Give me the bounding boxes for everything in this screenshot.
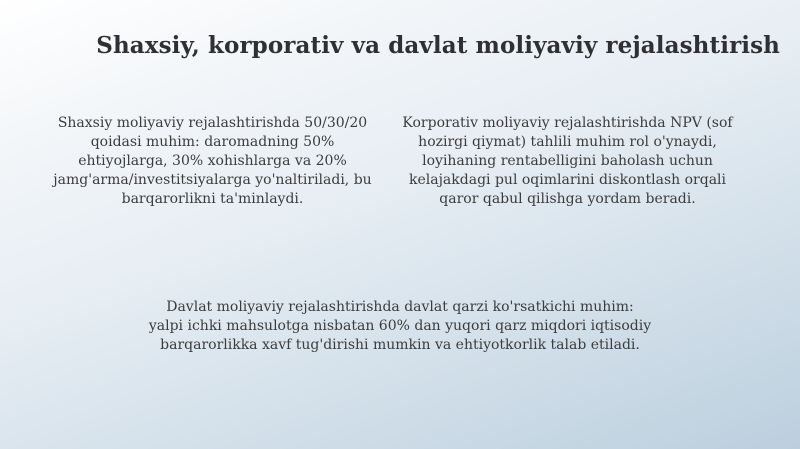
personal-finance-line: barqarorlikni ta'minlaydi. bbox=[121, 191, 304, 207]
government-finance-text bbox=[80, 298, 720, 355]
personal-finance-line: jamg'arma/investitsiyalarga yo'naltiriladi, bu bbox=[53, 172, 372, 188]
government-finance-line: barqarorlikka xavf tug'dirishi mumkin va ehtiyotkorlik talab etiladi. bbox=[160, 337, 640, 353]
corporate-finance-text bbox=[395, 114, 740, 209]
government-finance-line: yalpi ichki mahsulotga nisbatan 60% dan yuqori qarz miqdori iqtisodiy bbox=[148, 318, 652, 334]
corporate-finance-line: kelajakdagi pul oqimlarini diskontlash orqali bbox=[409, 172, 726, 188]
personal-finance-line: Shaxsiy moliyaviy rejalashtirishda 50/30/20 bbox=[57, 115, 368, 131]
slide-title: Shaxsiy, korporativ va davlat moliyaviy rejalashtirish bbox=[96, 32, 780, 59]
corporate-finance-line: Korporativ moliyaviy rejalashtirishda NPV (sof bbox=[402, 115, 733, 131]
personal-finance-line: ehtiyojlarga, 30% xohishlarga va 20% bbox=[78, 153, 347, 169]
corporate-finance-line: hozirgi qiymat) tahlili muhim rol o'ynaydi, bbox=[418, 134, 717, 150]
government-finance-line: Davlat moliyaviy rejalashtirishda davlat qarzi ko'rsatkichi muhim: bbox=[166, 299, 634, 315]
personal-finance-line: qoidasi muhim: daromadning 50% bbox=[90, 134, 335, 150]
corporate-finance-line: loyihaning rentabelligini baholash uchun bbox=[422, 153, 713, 169]
corporate-finance-line: qaror qabul qilishga yordam beradi. bbox=[439, 191, 696, 207]
personal-finance-text bbox=[40, 114, 385, 209]
